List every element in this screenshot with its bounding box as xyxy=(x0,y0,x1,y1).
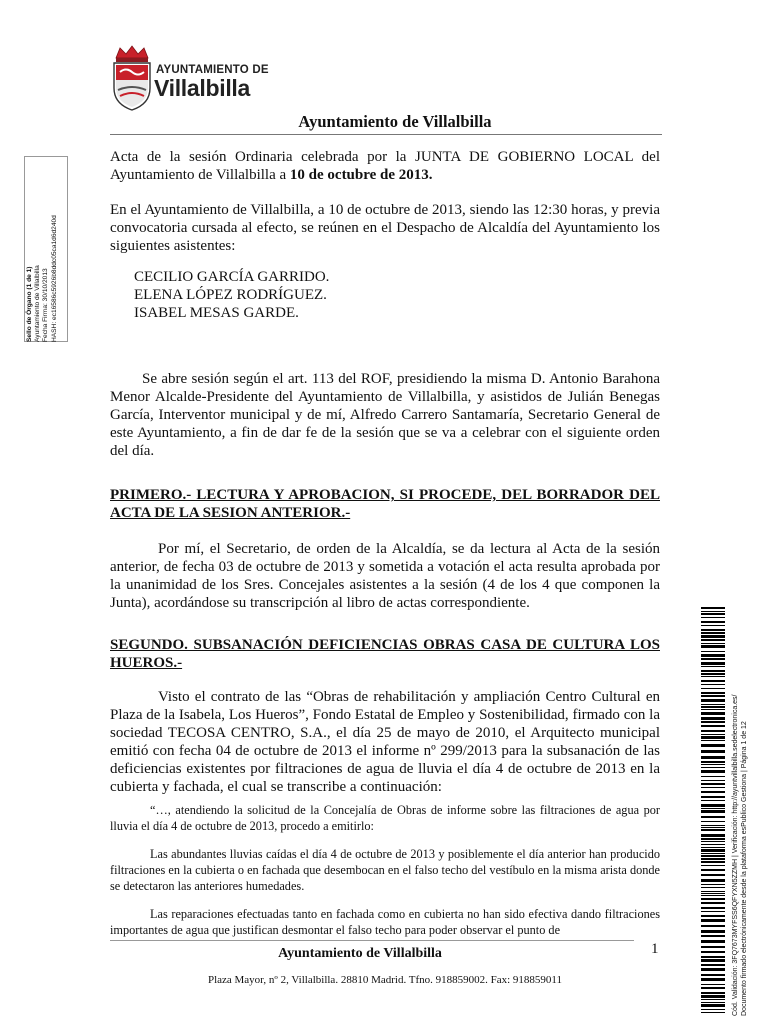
barcode-bar xyxy=(701,666,725,667)
barcode-bar xyxy=(701,834,725,837)
barcode-bar xyxy=(701,673,725,675)
barcode-bar xyxy=(701,643,725,644)
barcode-bar xyxy=(701,761,725,763)
barcode-bar xyxy=(701,844,725,845)
barcode-bar xyxy=(701,838,725,840)
attendee-item: ELENA LÓPEZ RODRÍGUEZ. xyxy=(134,287,327,303)
barcode-bar xyxy=(701,855,725,857)
barcode-bar xyxy=(701,750,725,753)
barcode-bar xyxy=(701,858,725,860)
barcode-bar xyxy=(701,740,725,741)
seal-title: Sello de Órgano (1 de 1) xyxy=(26,266,33,342)
barcode-bar xyxy=(701,821,725,822)
barcode-bar xyxy=(701,607,725,609)
barcode-bar xyxy=(701,780,725,781)
barcode-bar xyxy=(701,978,725,981)
session-date: 10 de octubre de 2013. xyxy=(289,167,433,183)
quoted-report-paragraph: “…, atendiendo la solicitud de la Concejalía de Obras de informe sobre las filtraciones de agua por lluvia el día 4 de octubre de 2013, procedo a emitirlo: xyxy=(110,803,660,833)
barcode-bar xyxy=(701,891,725,892)
barcode-bar xyxy=(701,688,725,689)
barcode-bar xyxy=(701,874,725,876)
barcode-bar xyxy=(701,902,725,904)
barcode-bar xyxy=(701,662,725,665)
quoted-report-paragraph: Las reparaciones efectuadas tanto en fachada como en cubierta no han sido efectiva dando filtraciones importantes de agua que justifican desmontar el falso techo para poder observar el punto de xyxy=(110,907,660,937)
barcode-bar xyxy=(701,796,725,798)
seal-text xyxy=(26,158,59,342)
barcode-bar xyxy=(701,800,725,801)
barcode-bar xyxy=(701,841,725,842)
barcode-bar xyxy=(701,734,725,735)
barcode-bar xyxy=(701,919,725,922)
barcode-bar xyxy=(701,995,725,998)
barcode-bar xyxy=(701,930,725,933)
logo-text-name: Villalbilla xyxy=(154,75,250,101)
barcode-bar xyxy=(701,639,725,641)
barcode-bar xyxy=(701,849,725,852)
barcode-bar xyxy=(701,847,725,848)
barcode-bar xyxy=(701,770,725,773)
barcode-bar xyxy=(701,887,725,888)
seal-line-1: Ayuntamiento de Villalbilla xyxy=(34,265,42,342)
page-number: 1 xyxy=(651,941,659,957)
seal-line-3: HASH: ec16586c5926b8ddc05ca1d6d240d xyxy=(50,215,58,342)
barcode-bar xyxy=(701,699,725,702)
barcode-bar xyxy=(701,987,725,989)
logo-text-top: AYUNTAMIENTO DE xyxy=(156,64,269,76)
barcode-bar xyxy=(701,884,725,885)
barcode-bar xyxy=(701,635,725,638)
barcode-bar xyxy=(701,611,725,612)
header-divider xyxy=(110,134,662,135)
barcode-bar xyxy=(701,736,725,739)
footer-title: Ayuntamiento de Villalbilla xyxy=(278,946,442,961)
barcode-bar xyxy=(701,1002,725,1003)
barcode-bar xyxy=(701,712,725,715)
barcode-bar xyxy=(701,853,725,854)
barcode-bar xyxy=(701,935,725,937)
barcode-bar xyxy=(701,651,725,652)
barcode-bar xyxy=(701,861,725,863)
intro-paragraph: Acta de la sesión Ordinaria celebrada por la JUNTA DE GOBIERNO LOCAL del Ayuntamiento de Villalbilla a 10 de octubre de 2013. xyxy=(110,149,660,183)
barcode-bar xyxy=(701,632,725,634)
barcode-bar xyxy=(701,676,725,677)
seal-line-2: Fecha Firma: 30/10/2013 xyxy=(42,268,50,342)
verification-text xyxy=(731,606,749,1016)
barcode-bar xyxy=(701,695,725,697)
barcode-bar xyxy=(701,680,725,682)
barcode-bar xyxy=(701,767,725,768)
barcode-bar xyxy=(701,999,725,1000)
barcode-bar xyxy=(701,613,725,615)
barcode-bar xyxy=(701,907,725,909)
barcode-bar xyxy=(701,717,725,720)
quoted-report-paragraph: Las abundantes lluvias caídas el día 4 de octubre de 2013 y posiblemente el día anterior han producido filtraciones en la cubierta o en fachada que desembocan en el falso techo del vestíbulo en la misma arista donde se detectaron las anteriores humedades. xyxy=(110,847,660,893)
barcode-bar xyxy=(701,756,725,759)
attendees-list xyxy=(134,268,329,322)
item-heading-primero: PRIMERO.- LECTURA Y APROBACION, SI PROCEDE, DEL BORRADOR DEL ACTA DE LA SESION ANTERIOR.- xyxy=(110,487,660,521)
barcode-bar xyxy=(701,968,725,971)
barcode-bar xyxy=(701,783,725,785)
item-text-segundo: Visto el contrato de las “Obras de rehabilitación y ampliación Centro Cultural en Plaza de la Isabela, Los Hueros”, Fondo Estatal de Empleo y Sostenibilidad, firmado con la sociedad TECOSA CENTRO, S.A., el día 25 de mayo de 2010, el Arquitecto municipal emitió con fecha 04 de octubre de 2013 el informe nº 299/2013 para la subsanación de las deficiencias existentes por filtraciones de agua de lluvia el día 4 de octubre de 2013 en la cubierta y fachada, el cual se transcribe a continuación: xyxy=(110,689,660,795)
barcode-bar xyxy=(701,959,725,962)
barcode-bar xyxy=(701,725,725,727)
barcode-bar xyxy=(701,684,725,685)
barcode-bar xyxy=(701,764,725,765)
barcode-bar xyxy=(701,810,725,813)
barcode-bar xyxy=(701,956,725,958)
barcode-bar xyxy=(701,658,725,660)
barcode-bar xyxy=(701,869,725,871)
barcode-bar xyxy=(701,709,725,710)
barcode-bar xyxy=(701,730,725,732)
barcode-bar xyxy=(701,625,725,626)
page-title: Ayuntamiento de Villalbilla xyxy=(298,112,492,131)
barcode-bar xyxy=(701,974,725,976)
barcode-bar xyxy=(701,804,725,807)
organ-seal xyxy=(24,156,70,342)
barcode-bar xyxy=(701,829,725,831)
barcode-bar xyxy=(701,911,725,912)
item-heading-segundo: SEGUNDO. SUBSANACIÓN DEFICIENCIAS OBRAS CASA DE CULTURA LOS HUEROS.- xyxy=(110,637,660,671)
barcode-bar xyxy=(701,825,725,826)
barcode-bar xyxy=(701,915,725,917)
barcode-bar xyxy=(701,946,725,948)
barcode-bar xyxy=(701,706,725,708)
footer-divider xyxy=(110,940,634,941)
barcode-bar xyxy=(701,787,725,788)
barcode-bar xyxy=(701,1012,725,1013)
barcode-bar xyxy=(701,992,725,994)
attendee-item: CECILIO GARCÍA GARRIDO. xyxy=(134,269,330,285)
barcode-bar xyxy=(701,776,725,777)
barcode-bar xyxy=(701,629,725,631)
barcode-bar xyxy=(701,721,725,723)
barcode-bar xyxy=(701,621,725,623)
meeting-paragraph: En el Ayuntamiento de Villalbilla, a 10 de octubre de 2013, siendo las 12:30 horas, y previa convocatoria cursada al efecto, se reúnen en el Despacho de Alcaldía del Ayuntamiento los siguientes asistentes: xyxy=(110,202,660,254)
barcode-bar xyxy=(701,704,725,705)
attendee-item: ISABEL MESAS GARDE. xyxy=(134,305,299,321)
barcode-bar xyxy=(701,1004,725,1007)
municipal-logo xyxy=(108,44,269,112)
barcode-bar xyxy=(701,791,725,793)
coat-of-arms-icon xyxy=(108,44,156,112)
session-opening-paragraph: Se abre sesión según el art. 113 del ROF, presidiendo la misma D. Antonio Barahona Menor Alcalde-Presidente del Ayuntamiento de Villalbilla, y asistidos de Julián Benegas García, Interventor municipal y de mí, Alfredo Carrero Santamaría, Secretario General de este Ayuntamiento, a fin de dar fe de la sesión que se va a celebrar con el siguiente orden del día. xyxy=(110,371,660,459)
verification-platform: Documento firmado electrónicamente desde la plataforma esPublico Gestiona | Página 1 de 12 xyxy=(741,721,748,1016)
barcode-bar xyxy=(701,670,725,672)
barcode-bar xyxy=(701,827,725,828)
barcode-bar xyxy=(701,984,725,985)
barcode-bar xyxy=(701,808,725,809)
barcode-bar xyxy=(701,744,725,747)
barcode-icon xyxy=(701,607,725,1015)
barcode-bar xyxy=(701,617,725,618)
barcode-bar xyxy=(701,865,725,866)
barcode-bar xyxy=(701,879,725,882)
barcode-bar xyxy=(701,898,725,900)
verification-code: Cód. Validación: 3FQ7673MYFSS6QFYXN5ZZMH | Verificación: http://ayuntvillalbilla.sedelectronica.es/ xyxy=(732,694,739,1016)
barcode-bar xyxy=(701,816,725,818)
barcode-bar xyxy=(701,654,725,657)
footer-address: Plaza Mayor, nº 2, Villalbilla. 28810 Madrid. Tfno. 918859002. Fax: 918859011 xyxy=(207,974,563,986)
barcode-bar xyxy=(701,645,725,648)
barcode-bar xyxy=(701,692,725,694)
item-text-primero: Por mí, el Secretario, de orden de la Alcaldía, se da lectura al Acta de la sesión anterior, de fecha 03 de octubre de 2013 y sometida a votación el acta resulta aprobada por la unanimidad de los Sres. Concejales asistentes a la sesión (4 de los 4 que componen la Junta), acordándose su transcripción al libro de actas correspondiente. xyxy=(110,541,660,611)
barcode-bar xyxy=(701,895,725,896)
barcode-bar xyxy=(701,893,725,894)
barcode-bar xyxy=(701,951,725,953)
barcode-bar xyxy=(701,925,725,927)
barcode-bar xyxy=(701,964,725,966)
barcode-bar xyxy=(701,940,725,943)
barcode-bar xyxy=(701,1009,725,1010)
